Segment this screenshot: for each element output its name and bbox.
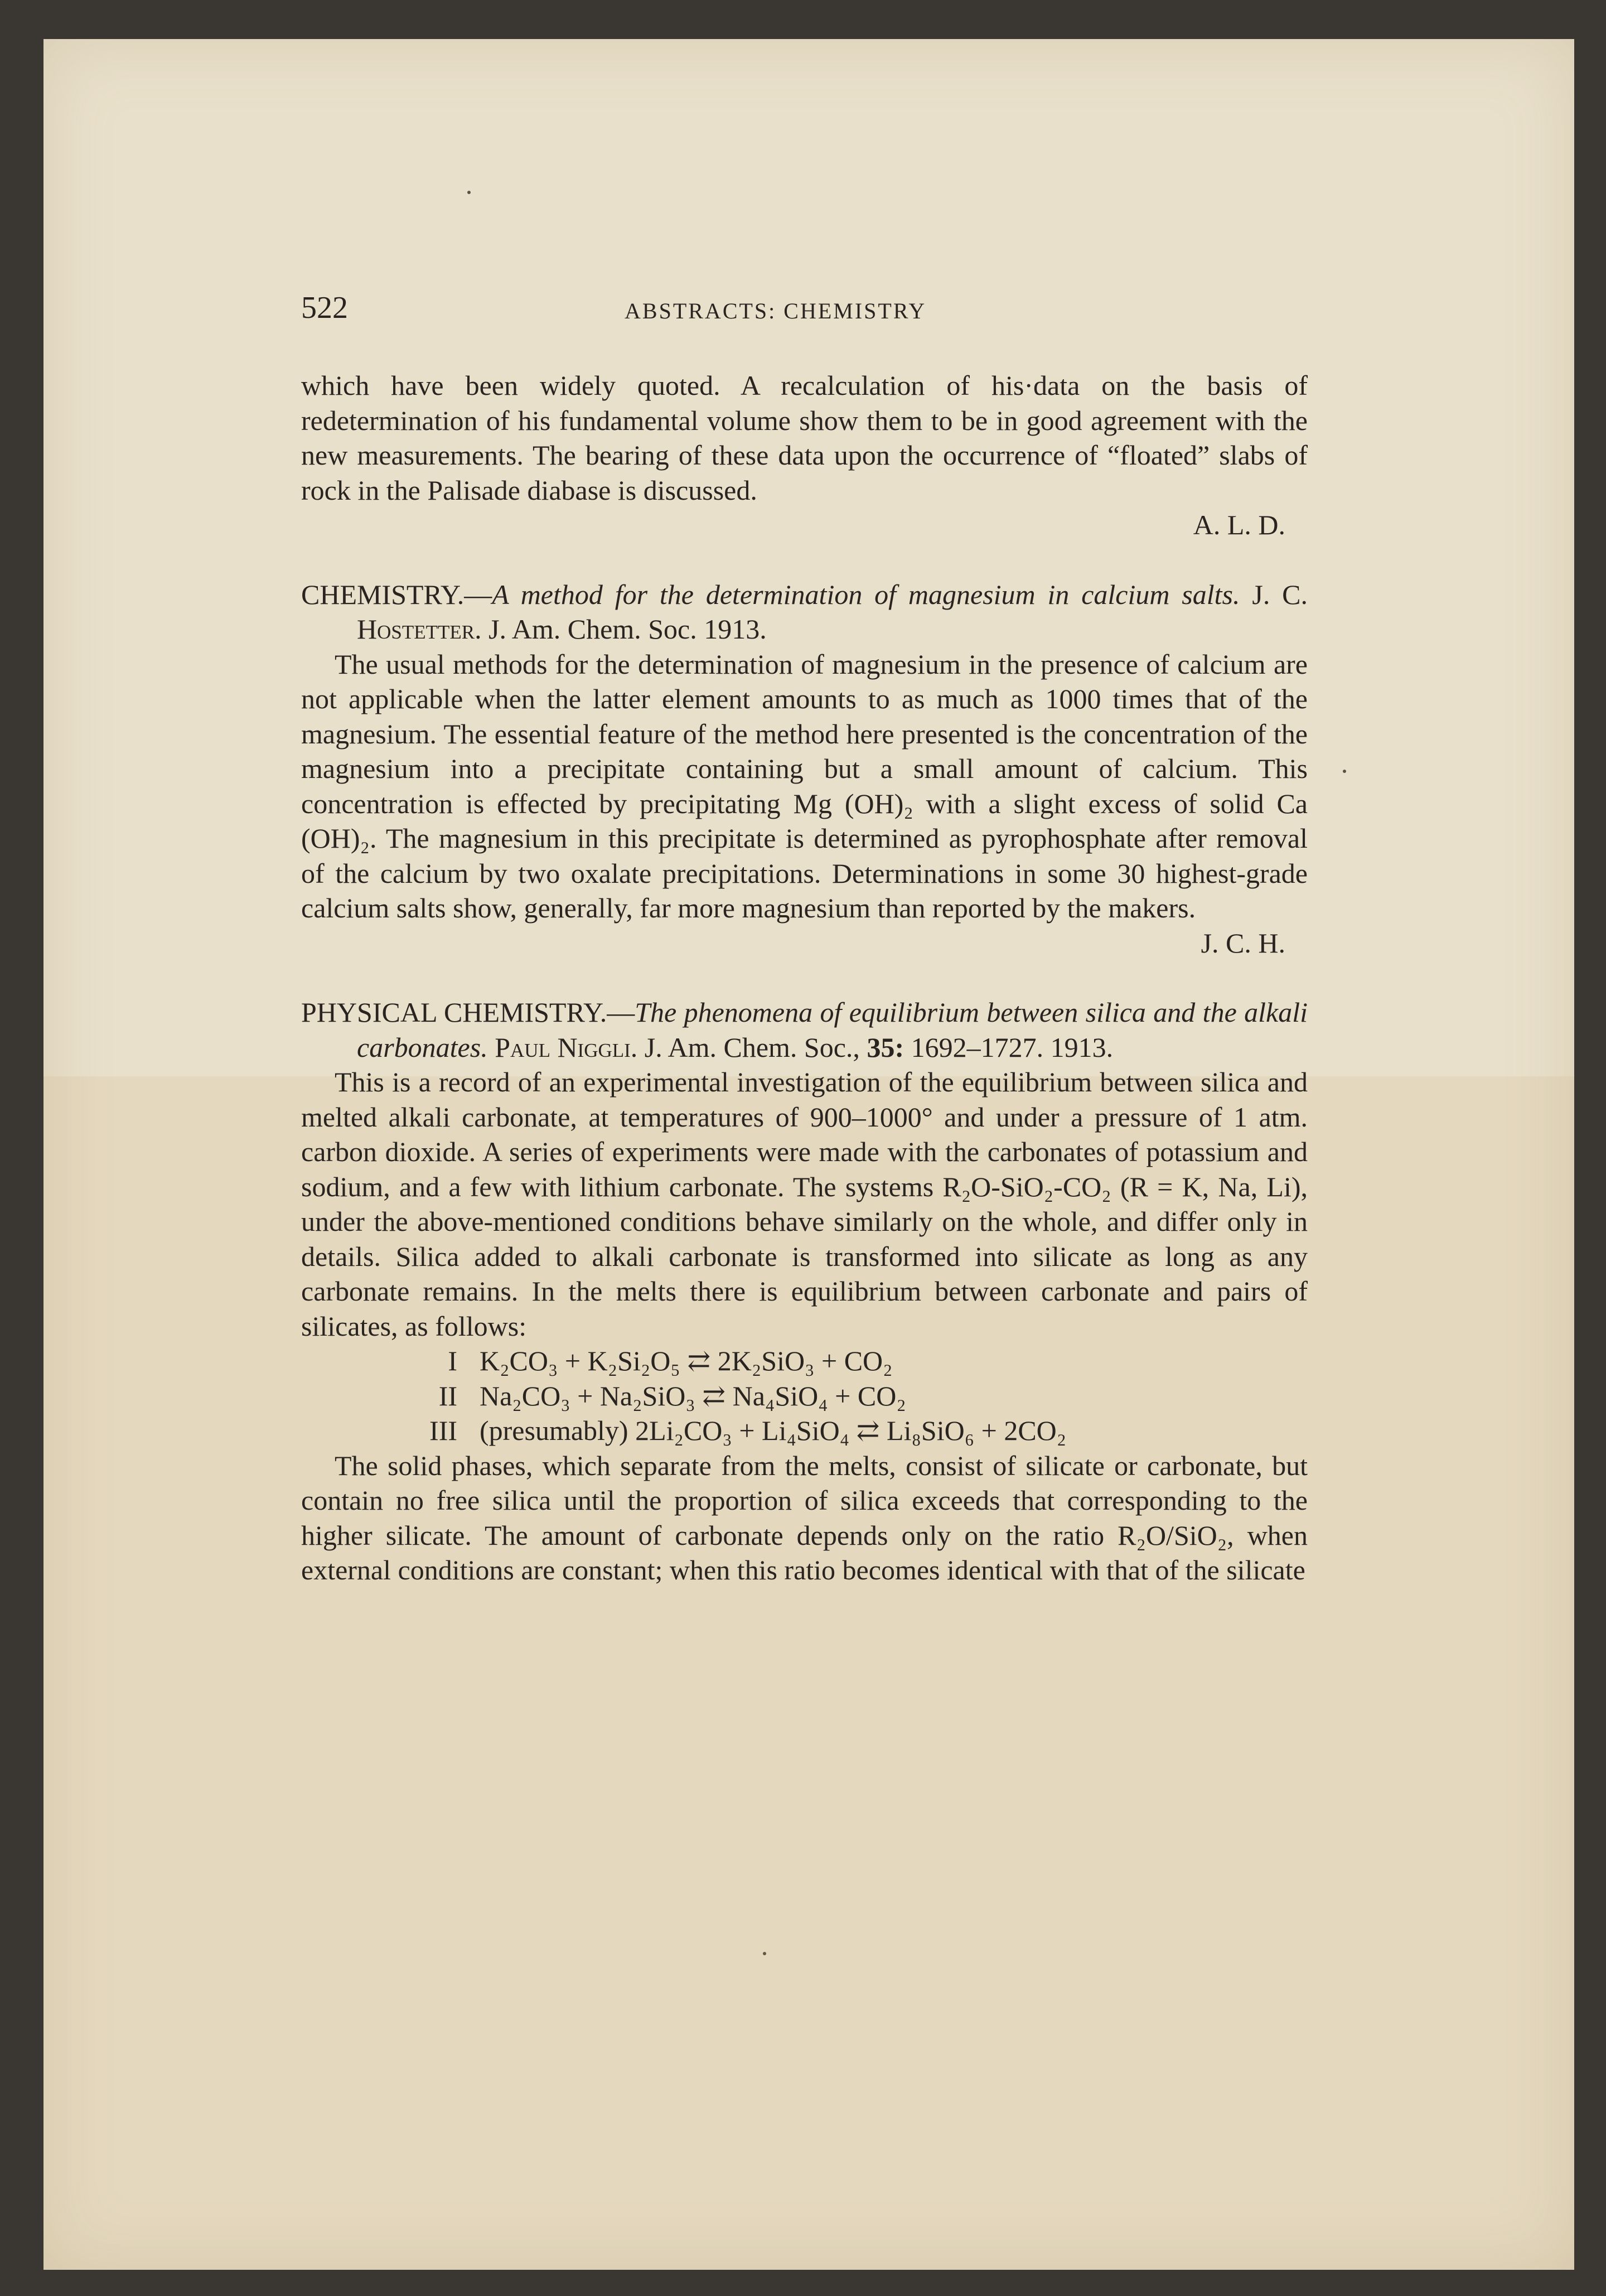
page-header bbox=[301, 290, 1305, 329]
equation bbox=[301, 1413, 1308, 1448]
section-label: CHEMISTRY.— bbox=[301, 578, 492, 610]
author-name: J. C. Hostetter. bbox=[357, 578, 1308, 645]
pages: 1692–1727. 1913. bbox=[911, 1031, 1114, 1063]
running-head: ABSTRACTS: CHEMISTRY bbox=[625, 298, 927, 323]
equation-text: Na₂CO₃ + Na₂SiO₃ ⇄ Na₄SiO₄ + CO₂ bbox=[480, 1380, 906, 1412]
citation: J. Am. Chem. Soc. 1913. bbox=[488, 613, 767, 645]
abstract-body: The usual methods for the determination of magnesium in the presence of calcium are not applicable when the latter element amounts to as much as 1000 times that of the magnesium. The essential feature of the method here presented is the concentration of the magnesium into a precipitate containing but a small amount of calcium. This concentration is effected by precipitating Mg (OH)₂ with a slight excess of solid Ca (OH)₂. The magnesium in this precipitate is determined as pyrophosphate after removal of the calcium by two oxalate precipitations. Determinations in some 30 highest-grade calcium salts show, generally, far more magnesium than reported by the makers. bbox=[301, 648, 1308, 924]
abstract-heading bbox=[301, 995, 1308, 1065]
abstract-title: The phenomena of equilibrium between silica and the alkali carbonates. bbox=[357, 997, 1308, 1063]
equation bbox=[301, 1379, 1308, 1414]
section-label: PHYSICAL CHEMISTRY.— bbox=[301, 997, 635, 1028]
ink-speck bbox=[1343, 770, 1346, 773]
abstract-body-continued: The solid phases, which separate from the melts, consist of silicate or carbonate, but contain no free silica until the proportion of silica exceeds that corresponding to the higher silicate. The amount of carbonate depends only on the ratio R₂O/SiO₂, when external conditions are constant; when this ratio becomes identical with that of the silicate bbox=[301, 1449, 1308, 1586]
equation-text: K₂CO₃ + K₂Si₂O₅ ⇄ 2K₂SiO₃ + CO₂ bbox=[480, 1345, 893, 1376]
equation bbox=[301, 1343, 1308, 1379]
equation-text: (presumably) 2Li₂CO₃ + Li₄SiO₄ ⇄ Li₈SiO₆ + 2CO₂ bbox=[480, 1415, 1067, 1446]
page-number: 522 bbox=[301, 291, 348, 325]
abstract-signature: A. L. D. bbox=[1193, 509, 1285, 540]
ink-speck bbox=[763, 1952, 766, 1955]
abstract-signature: J. C. H. bbox=[1201, 927, 1285, 959]
continuation-paragraph: which have been widely quoted. A recalculation of his·data on the basis of redetermination of his fundamental volume show them to be in good agreement with the new measurements. The bearing of these data upon the occurrence of “floated” slabs of rock in the Palisade diabase is discussed. bbox=[301, 370, 1308, 506]
volume: 35: bbox=[867, 1031, 904, 1063]
abstract-title: A method for the determination of magnesium in calcium salts. bbox=[492, 578, 1240, 610]
ink-speck bbox=[467, 191, 471, 194]
author-name: Paul Niggli. bbox=[495, 1031, 638, 1063]
citation: J. Am. Chem. Soc., bbox=[644, 1031, 860, 1063]
page-body bbox=[301, 368, 1308, 1588]
equation-number: III bbox=[429, 1415, 457, 1446]
equation-number: I bbox=[448, 1345, 457, 1376]
equation-number: II bbox=[438, 1380, 457, 1412]
abstract-heading bbox=[301, 577, 1308, 647]
abstract-body: This is a record of an experimental investigation of the equilibrium between silica and melted alkali carbonate, at temperatures of 900–1000° and under a pressure of 1 atm. carbon dioxide. A series of experiments were made with the carbonates of potassium and sodium, and a few with lithium carbonate. The systems R₂O-SiO₂-CO₂ (R = K, Na, Li), under the above-mentioned conditions behave similarly on the whole, and differ only in details. Silica added to alkali carbonate is transformed into silicate as long as any carbonate remains. In the melts there is equilibrium between carbonate and pairs of silicates, as follows: bbox=[301, 1066, 1308, 1342]
